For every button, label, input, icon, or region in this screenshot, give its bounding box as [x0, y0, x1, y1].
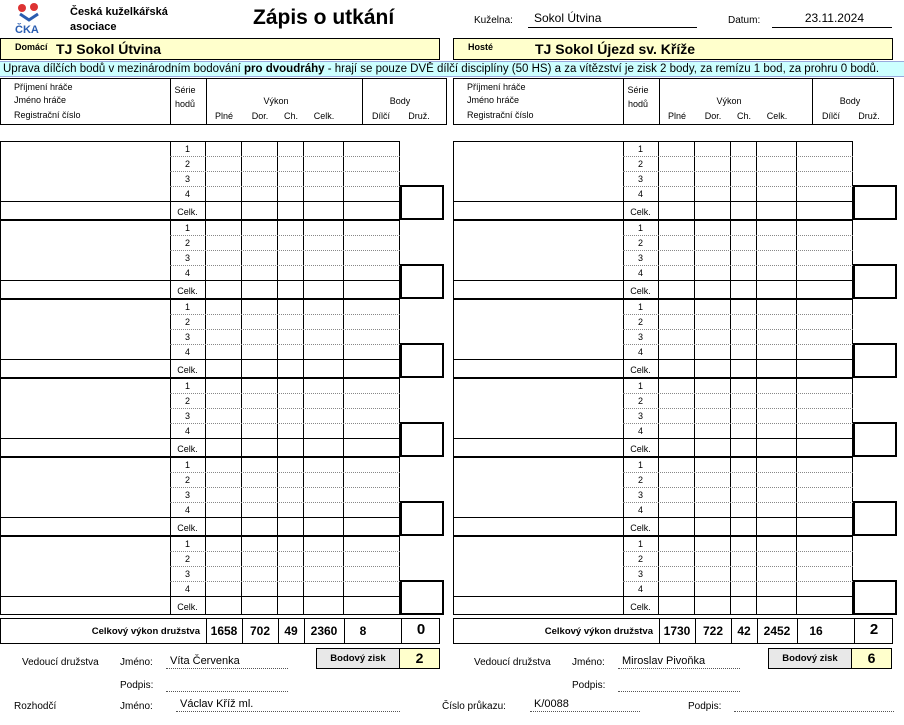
away-player-points	[853, 343, 897, 378]
col-header-dor: Dor.	[704, 111, 722, 121]
series-number: 1	[637, 144, 643, 154]
referee-name-label: Jméno:	[120, 701, 153, 712]
block-divider	[205, 299, 206, 378]
home-leader-field[interactable]: Víta Červenka	[166, 655, 288, 669]
series-divider	[170, 423, 400, 424]
series-divider	[623, 551, 853, 552]
series-number: 3	[637, 569, 643, 579]
home-name-label: Jméno:	[120, 657, 153, 668]
away-points-label: Bodový zisk	[782, 653, 838, 664]
series-number: 1	[637, 302, 643, 312]
series-divider	[623, 235, 853, 236]
logo-text: ČKA	[15, 24, 39, 34]
block-divider	[756, 536, 757, 615]
block-divider	[303, 457, 304, 536]
block-divider	[756, 378, 757, 457]
series-number: 4	[637, 426, 643, 436]
block-divider	[277, 457, 278, 536]
series-divider	[170, 344, 400, 345]
series-divider	[623, 156, 853, 157]
block-divider	[730, 378, 731, 457]
series-divider	[170, 235, 400, 236]
home-total-value: 49	[284, 624, 298, 638]
player-total-label: Celk.	[177, 602, 198, 612]
series-divider	[623, 250, 853, 251]
block-divider	[694, 457, 695, 536]
series-number: 3	[637, 253, 643, 263]
home-player-points	[400, 501, 444, 536]
block-divider	[303, 299, 304, 378]
block-divider	[277, 141, 278, 220]
away-total-label: Celkový výkon družstva	[544, 626, 653, 637]
series-divider	[170, 250, 400, 251]
series-divider	[623, 566, 853, 567]
series-number: 1	[184, 223, 190, 233]
block-divider	[277, 299, 278, 378]
header-divider	[170, 79, 171, 124]
col-header-serie1: Série	[627, 85, 649, 95]
series-number: 1	[637, 460, 643, 470]
datum-field[interactable]: 23.11.2024	[772, 11, 892, 28]
block-divider	[756, 299, 757, 378]
series-number: 2	[184, 159, 190, 169]
block-divider	[205, 457, 206, 536]
player-total-label: Celk.	[630, 365, 651, 375]
col-header-name3: Registrační číslo	[14, 110, 81, 120]
series-number: 2	[637, 475, 643, 485]
player-total-label: Celk.	[630, 286, 651, 296]
block-divider	[796, 141, 797, 220]
home-total-label: Celkový výkon družstva	[91, 626, 200, 637]
series-number: 1	[637, 381, 643, 391]
col-header-vykon: Výkon	[716, 96, 742, 106]
block-divider	[343, 220, 344, 299]
away-player-points	[853, 422, 897, 457]
block-divider	[303, 141, 304, 220]
home-player-points	[400, 580, 444, 615]
home-column-header	[0, 78, 447, 125]
series-divider	[623, 472, 853, 473]
series-number: 2	[184, 475, 190, 485]
series-number: 3	[184, 332, 190, 342]
page-title: Zápis o utkání	[253, 6, 395, 29]
home-player-points	[400, 422, 444, 457]
kuzelna-field[interactable]: Sokol Útvina	[528, 11, 697, 28]
away-leader-label: Vedoucí družstva	[474, 657, 551, 668]
home-team-name: TJ Sokol Útvina	[56, 41, 162, 57]
total-row-divider	[0, 280, 400, 281]
home-total-value: 8	[359, 624, 367, 638]
block-divider	[658, 299, 659, 378]
series-number: 2	[184, 396, 190, 406]
cka-logo-icon	[14, 2, 44, 34]
series-divider	[623, 393, 853, 394]
block-divider	[730, 141, 731, 220]
series-number: 3	[184, 490, 190, 500]
away-player-points	[853, 264, 897, 299]
series-divider	[623, 487, 853, 488]
block-divider	[241, 220, 242, 299]
series-divider	[170, 487, 400, 488]
series-divider	[170, 566, 400, 567]
block-divider	[343, 378, 344, 457]
home-points-box	[316, 648, 440, 669]
col-header-name2: Jméno hráče	[467, 95, 520, 105]
col-header-plne: Plné	[214, 111, 233, 121]
series-number: 4	[637, 268, 643, 278]
series-number: 1	[637, 223, 643, 233]
away-total-value: 1730	[663, 624, 691, 638]
series-number: 4	[637, 505, 643, 515]
home-signature-label: Podpis:	[120, 680, 154, 691]
block-divider	[658, 220, 659, 299]
series-number: 1	[184, 302, 190, 312]
player-total-label: Celk.	[630, 602, 651, 612]
organization-name: Česká kuželkářská asociace	[70, 6, 168, 33]
series-number: 1	[184, 539, 190, 549]
col-header-druz: Druž.	[858, 111, 880, 121]
total-row-divider	[453, 280, 853, 281]
block-divider	[343, 141, 344, 220]
series-divider	[170, 551, 400, 552]
series-divider	[170, 171, 400, 172]
series-number: 1	[184, 144, 190, 154]
col-header-serie2: hodů	[174, 99, 196, 109]
series-divider	[170, 314, 400, 315]
col-header-dilci: Dílčí	[372, 111, 390, 121]
series-number: 3	[637, 411, 643, 421]
series-divider	[623, 186, 853, 187]
series-number: 2	[184, 317, 190, 327]
player-total-label: Celk.	[177, 207, 198, 217]
header-divider	[623, 79, 624, 124]
series-number: 3	[637, 490, 643, 500]
away-signature-field[interactable]	[618, 678, 740, 692]
datum-label: Datum:	[728, 15, 761, 26]
series-number: 3	[184, 174, 190, 184]
series-divider	[170, 186, 400, 187]
block-divider	[658, 378, 659, 457]
block-divider	[796, 299, 797, 378]
block-divider	[241, 141, 242, 220]
referee-label: Rozhodčí	[14, 701, 57, 712]
total-row-divider	[453, 201, 853, 202]
block-divider	[658, 457, 659, 536]
referee-signature-field[interactable]	[734, 698, 894, 712]
home-leader-label: Vedoucí družstva	[22, 657, 99, 668]
rules-note: Uprava dílčích bodů v mezinárodním bodování pro dvoudráhy - hrají se pouze DVĚ dílčí disciplíny (50 HS) a za vítězství je zisk 2 body, za remízu 1 bod, za prohru 0 bodů.	[0, 61, 904, 77]
license-field[interactable]: K/0088	[530, 698, 640, 712]
block-divider	[241, 457, 242, 536]
series-number: 3	[184, 411, 190, 421]
series-divider	[623, 344, 853, 345]
series-number: 3	[184, 253, 190, 263]
col-header-vykon: Výkon	[263, 96, 289, 106]
player-total-label: Celk.	[630, 523, 651, 533]
series-number: 4	[184, 505, 190, 515]
block-divider	[730, 220, 731, 299]
home-player-points	[400, 185, 444, 220]
series-number: 4	[184, 189, 190, 199]
block-divider	[205, 378, 206, 457]
series-divider	[623, 502, 853, 503]
away-team-total	[453, 618, 893, 644]
series-divider	[623, 581, 853, 582]
series-number: 3	[637, 332, 643, 342]
series-divider	[170, 472, 400, 473]
col-header-name3: Registrační číslo	[467, 110, 534, 120]
header-divider	[362, 79, 363, 124]
block-divider	[277, 378, 278, 457]
series-number: 4	[637, 347, 643, 357]
series-number: 2	[637, 317, 643, 327]
away-total-value: 722	[702, 624, 724, 638]
license-label: Číslo průkazu:	[442, 701, 506, 712]
series-number: 2	[637, 396, 643, 406]
kuzelna-label: Kuželna:	[474, 15, 513, 26]
block-divider	[343, 536, 344, 615]
block-divider	[796, 378, 797, 457]
player-total-label: Celk.	[177, 444, 198, 454]
series-divider	[623, 329, 853, 330]
block-divider	[658, 536, 659, 615]
total-row-divider	[453, 596, 853, 597]
total-row-divider	[0, 359, 400, 360]
block-divider	[730, 457, 731, 536]
col-header-name2: Jméno hráče	[14, 95, 67, 105]
away-total-points: 2	[869, 621, 879, 638]
away-label: Hosté	[468, 42, 494, 52]
series-divider	[623, 314, 853, 315]
series-number: 1	[184, 460, 190, 470]
header-divider	[206, 79, 207, 124]
block-divider	[756, 220, 757, 299]
col-header-serie2: hodů	[627, 99, 649, 109]
series-number: 4	[184, 584, 190, 594]
block-divider	[205, 141, 206, 220]
player-total-label: Celk.	[630, 444, 651, 454]
block-divider	[694, 299, 695, 378]
series-number: 4	[184, 426, 190, 436]
col-header-dor: Dor.	[251, 111, 269, 121]
away-signature-label: Podpis:	[572, 680, 606, 691]
block-divider	[730, 299, 731, 378]
total-row-divider	[453, 438, 853, 439]
header-divider	[812, 79, 813, 124]
col-header-dilci: Dílčí	[822, 111, 840, 121]
block-divider	[343, 457, 344, 536]
series-number: 4	[637, 189, 643, 199]
series-number: 4	[184, 347, 190, 357]
home-team-total	[0, 618, 440, 644]
block-divider	[303, 536, 304, 615]
away-total-value: 16	[809, 624, 823, 638]
home-team-box	[0, 38, 440, 60]
col-header-ch: Ch.	[736, 111, 751, 121]
block-divider	[277, 536, 278, 615]
col-header-plne: Plné	[667, 111, 686, 121]
block-divider	[694, 536, 695, 615]
series-number: 2	[637, 554, 643, 564]
series-divider	[170, 329, 400, 330]
series-divider	[170, 156, 400, 157]
series-number: 2	[184, 554, 190, 564]
col-header-body: Body	[839, 96, 861, 106]
col-header-celk: Celk.	[766, 111, 788, 121]
series-divider	[170, 393, 400, 394]
home-player-points	[400, 264, 444, 299]
player-total-label: Celk.	[177, 365, 198, 375]
block-divider	[694, 378, 695, 457]
block-divider	[694, 141, 695, 220]
col-header-name1: Příjmení hráče	[14, 82, 73, 92]
series-divider	[623, 423, 853, 424]
series-number: 1	[184, 381, 190, 391]
block-divider	[730, 536, 731, 615]
referee-signature-label: Podpis:	[688, 701, 722, 712]
away-total-value: 42	[737, 624, 751, 638]
block-divider	[241, 299, 242, 378]
block-divider	[205, 220, 206, 299]
away-team-name: TJ Sokol Újezd sv. Kříže	[535, 41, 696, 57]
player-total-label: Celk.	[177, 523, 198, 533]
player-total-label: Celk.	[177, 286, 198, 296]
series-divider	[623, 171, 853, 172]
block-divider	[303, 220, 304, 299]
away-player-points	[853, 185, 897, 220]
block-divider	[796, 220, 797, 299]
player-total-label: Celk.	[630, 207, 651, 217]
home-label: Domácí	[15, 42, 48, 52]
away-player-points	[853, 580, 897, 615]
block-divider	[343, 299, 344, 378]
away-column-header	[453, 78, 894, 125]
block-divider	[694, 220, 695, 299]
away-leader-field[interactable]: Miroslav Pivoňka	[618, 655, 740, 669]
series-divider	[623, 265, 853, 266]
series-number: 3	[637, 174, 643, 184]
series-number: 2	[637, 159, 643, 169]
block-divider	[241, 378, 242, 457]
away-total-value: 2452	[763, 624, 791, 638]
home-signature-field[interactable]	[166, 678, 288, 692]
header-divider	[659, 79, 660, 124]
series-divider	[170, 581, 400, 582]
total-row-divider	[453, 359, 853, 360]
total-row-divider	[0, 438, 400, 439]
block-divider	[303, 378, 304, 457]
series-divider	[170, 408, 400, 409]
total-row-divider	[453, 517, 853, 518]
series-divider	[170, 502, 400, 503]
total-row-divider	[0, 517, 400, 518]
col-header-celk: Celk.	[313, 111, 335, 121]
series-divider	[623, 408, 853, 409]
block-divider	[241, 536, 242, 615]
series-number: 2	[637, 238, 643, 248]
home-total-points: 0	[416, 621, 426, 638]
block-divider	[205, 536, 206, 615]
col-header-serie1: Série	[174, 85, 196, 95]
home-player-points	[400, 343, 444, 378]
series-number: 3	[184, 569, 190, 579]
away-team-box	[453, 38, 893, 60]
col-header-body: Body	[389, 96, 411, 106]
block-divider	[658, 141, 659, 220]
total-row-divider	[0, 596, 400, 597]
referee-name-field[interactable]: Václav Kříž ml.	[176, 698, 400, 712]
series-number: 1	[637, 539, 643, 549]
col-header-ch: Ch.	[283, 111, 298, 121]
home-total-value: 702	[249, 624, 271, 638]
block-divider	[756, 141, 757, 220]
away-name-label: Jméno:	[572, 657, 605, 668]
home-points-value: 2	[399, 649, 439, 668]
away-points-value: 6	[851, 649, 891, 668]
col-header-druz: Druž.	[408, 111, 430, 121]
block-divider	[277, 220, 278, 299]
block-divider	[756, 457, 757, 536]
series-number: 4	[637, 584, 643, 594]
away-points-box	[768, 648, 892, 669]
away-player-points	[853, 501, 897, 536]
col-header-name1: Příjmení hráče	[467, 82, 526, 92]
series-number: 4	[184, 268, 190, 278]
home-total-value: 2360	[310, 624, 338, 638]
block-divider	[796, 536, 797, 615]
home-total-value: 1658	[210, 624, 238, 638]
block-divider	[796, 457, 797, 536]
home-points-label: Bodový zisk	[330, 653, 386, 664]
series-divider	[170, 265, 400, 266]
series-number: 2	[184, 238, 190, 248]
total-row-divider	[0, 201, 400, 202]
